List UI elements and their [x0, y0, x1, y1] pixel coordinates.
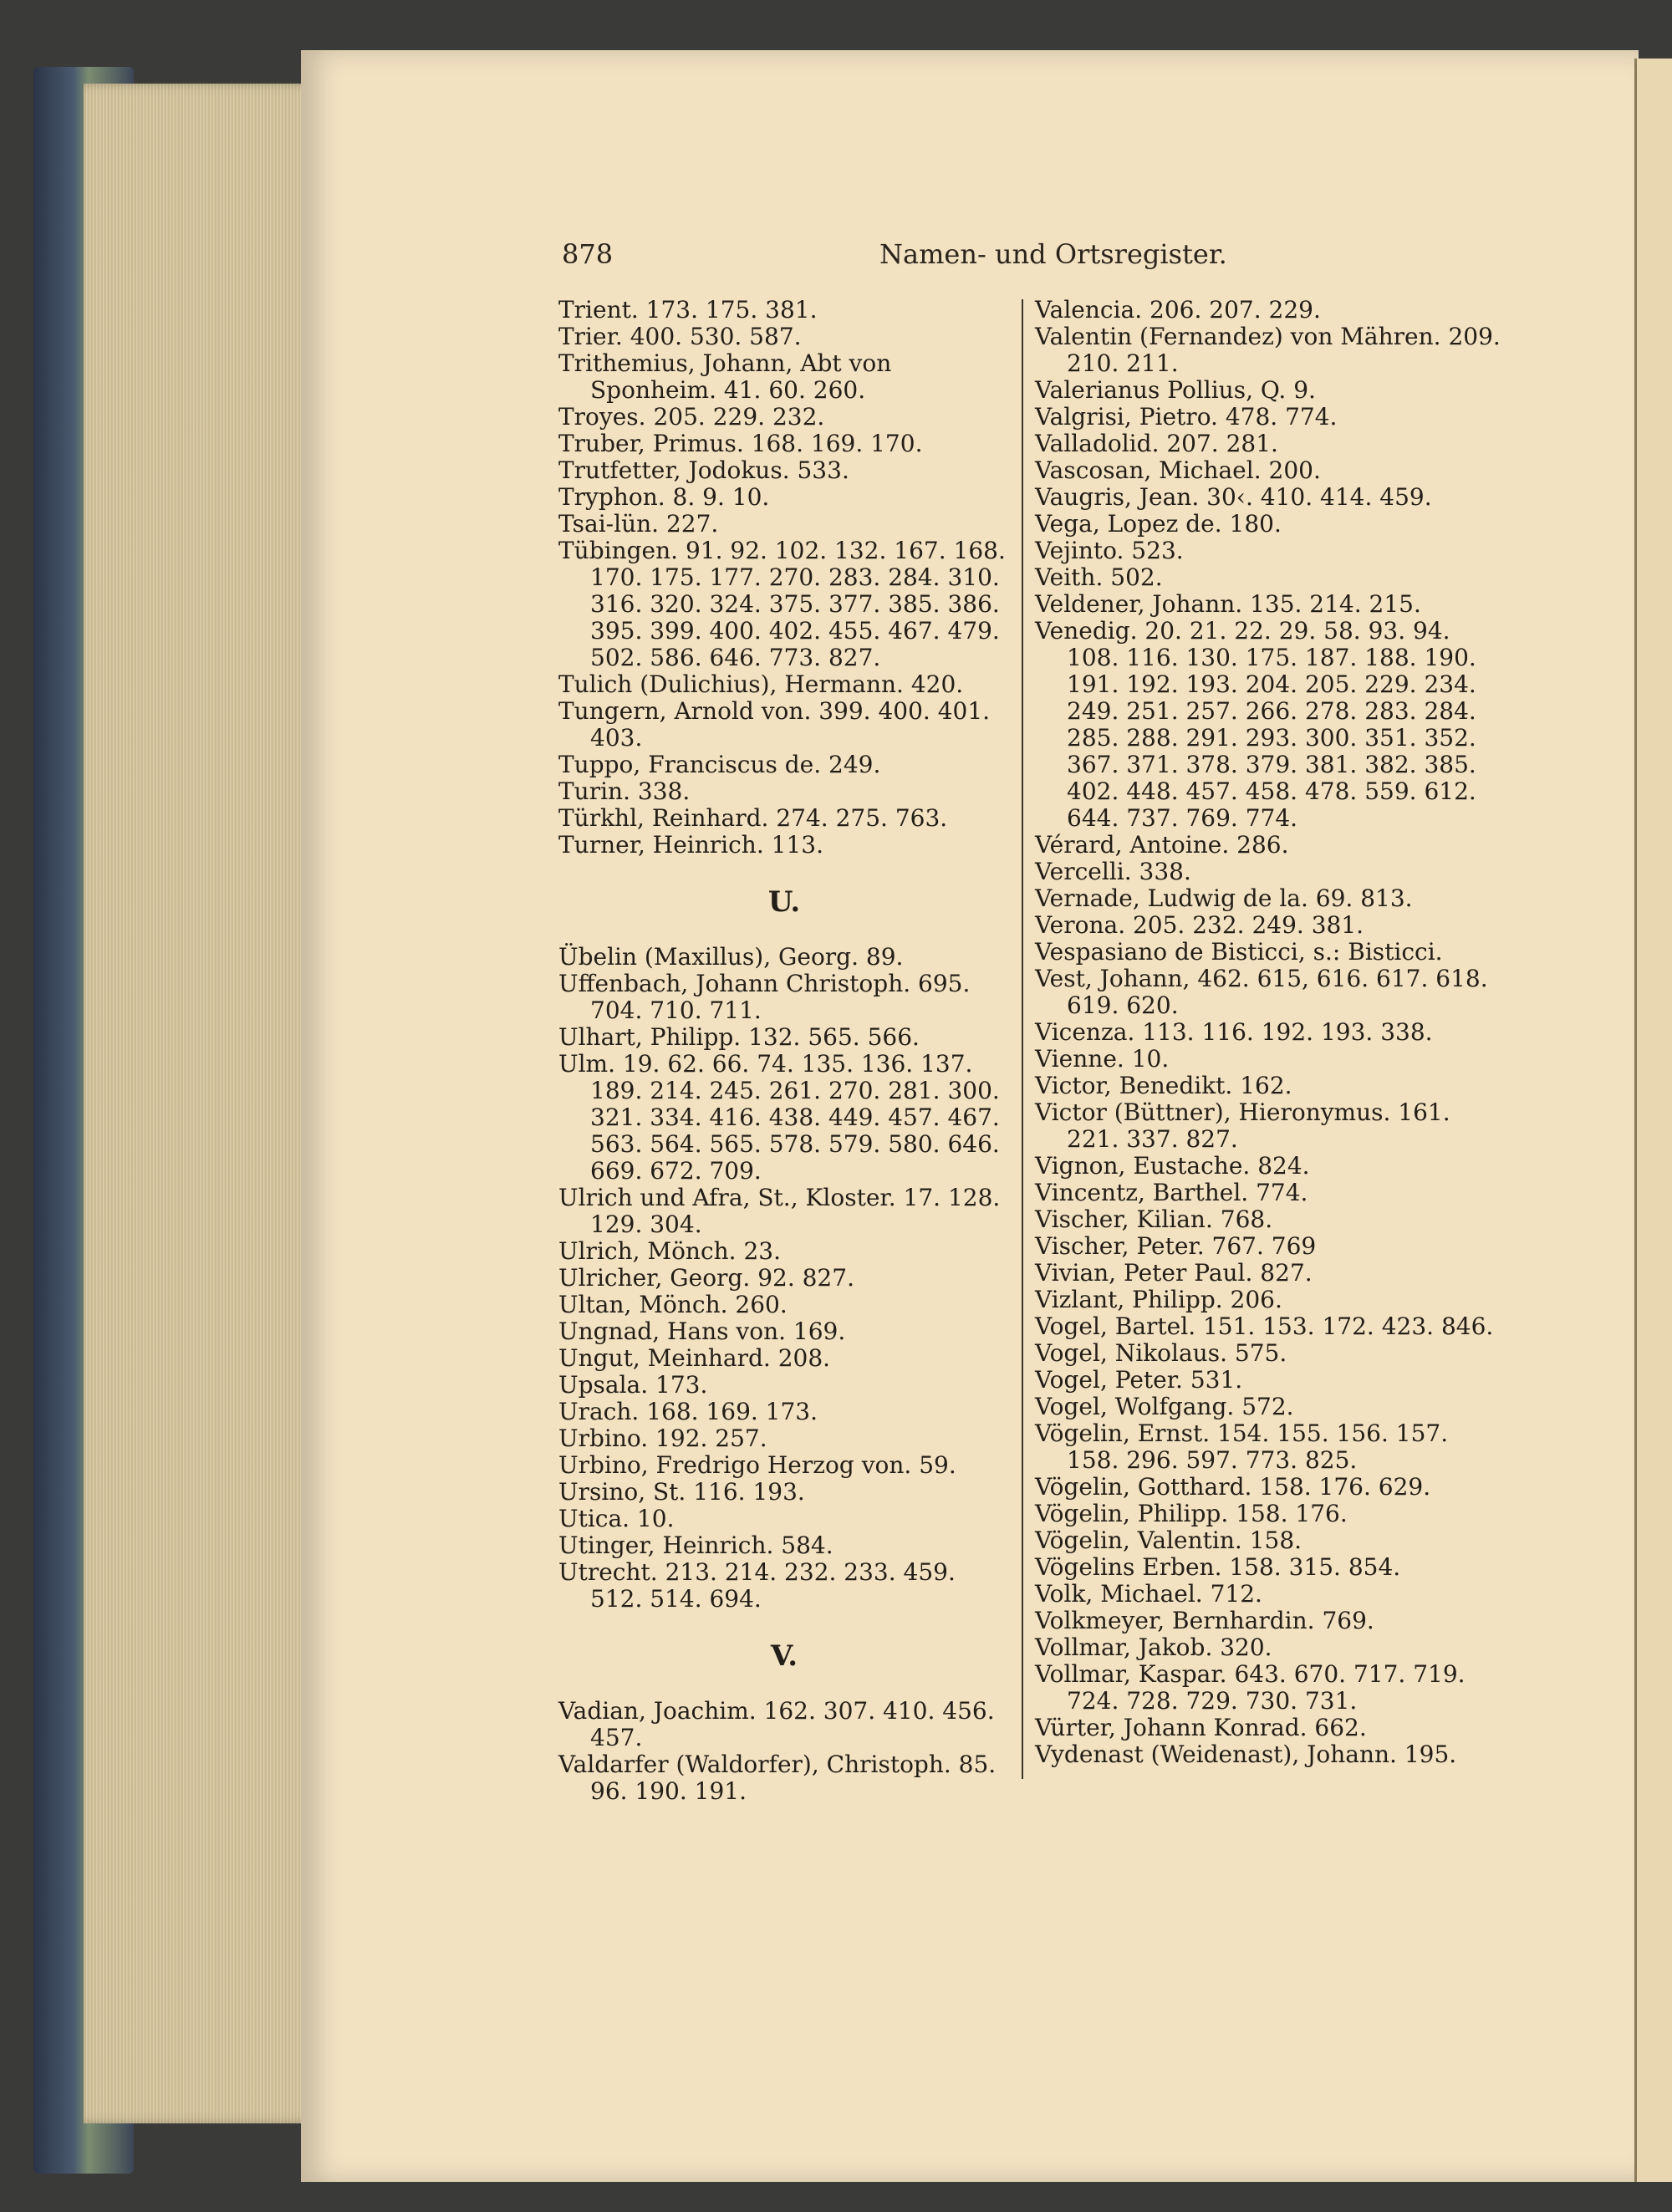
index-entry: Vaugris, Jean. 30‹. 410. 414. 459.: [1035, 483, 1432, 511]
index-entry: Turin. 338.: [558, 777, 691, 805]
index-entry: Utrecht. 213. 214. 232. 233. 459. 512. 514. 694.: [558, 1558, 956, 1613]
index-entry: Vürter, Johann Konrad. 662.: [1035, 1714, 1367, 1741]
section-heading: V.: [770, 1639, 798, 1673]
index-entry: Urach. 168. 169. 173.: [558, 1398, 818, 1425]
index-entry: Ultan, Mönch. 260.: [558, 1291, 788, 1318]
column-rule: [1022, 299, 1023, 1779]
index-entry: Vivian, Peter Paul. 827.: [1035, 1259, 1313, 1287]
index-entry: Vischer, Peter. 767. 769: [1035, 1232, 1317, 1260]
index-entry: Ulrich, Mönch. 23.: [558, 1237, 782, 1265]
running-title: Namen- und Ortsregister.: [879, 238, 1227, 270]
index-entry: Ulrich und Afra, St., Kloster. 17. 128. 129. 304.: [558, 1184, 1001, 1238]
index-entry: Ulricher, Georg. 92. 827.: [558, 1264, 854, 1292]
index-entry: Victor, Benedikt. 162.: [1035, 1072, 1292, 1099]
index-entry: Vydenast (Weidenast), Johann. 195.: [1035, 1741, 1457, 1768]
index-entry: Tsai-lün. 227.: [558, 510, 719, 538]
index-entry: Urbino. 192. 257.: [558, 1425, 767, 1452]
page-number: 878: [562, 238, 614, 270]
index-entry: Vischer, Kilian. 768.: [1035, 1205, 1273, 1233]
index-entry: Volkmeyer, Bernhardin. 769.: [1035, 1607, 1374, 1634]
index-entry: Vögelin, Valentin. 158.: [1035, 1526, 1302, 1554]
index-entry: Vincentz, Barthel. 774.: [1035, 1179, 1308, 1206]
index-column-left: [558, 297, 1010, 1805]
index-entry: Utica. 10.: [558, 1505, 675, 1532]
index-entry: Vögelins Erben. 158. 315. 854.: [1035, 1553, 1401, 1581]
page-edges: [84, 84, 334, 2123]
index-entry: Troyes. 205. 229. 232.: [558, 403, 825, 431]
index-entry: Vernade, Ludwig de la. 69. 813.: [1035, 884, 1413, 912]
index-entry: Ungut, Meinhard. 208.: [558, 1344, 831, 1372]
index-entry: Vizlant, Philipp. 206.: [1035, 1286, 1282, 1313]
index-entry: Tuppo, Franciscus de. 249.: [558, 751, 881, 778]
index-entry: Tübingen. 91. 92. 102. 132. 167. 168. 170. 175. 177. 270. 283. 284. 310. 316. 320. 324. 375. 377. 385. 386. 395. 399. 400. 402. 455. 467. 479. 502. 586. 646. 773. 827.: [558, 537, 1006, 671]
index-entry: Uffenbach, Johann Christoph. 695. 704. 710. 711.: [558, 970, 971, 1024]
index-entry: Vollmar, Jakob. 320.: [1035, 1634, 1272, 1661]
index-entry: Ursino, St. 116. 193.: [558, 1478, 805, 1506]
index-entry: Vogel, Peter. 531.: [1035, 1366, 1243, 1394]
section-heading: U.: [767, 885, 801, 919]
index-entry: Valgrisi, Pietro. 478. 774.: [1035, 403, 1338, 431]
index-entry: Valencia. 206. 207. 229.: [1035, 296, 1321, 324]
index-entry: Vicenza. 113. 116. 192. 193. 338.: [1035, 1018, 1433, 1046]
index-entry: Valerianus Pollius, Q. 9.: [1035, 376, 1316, 404]
next-page-edge: [1634, 59, 1672, 2182]
index-entry: Trithemius, Johann, Abt von Sponheim. 41. 60. 260.: [558, 349, 892, 404]
index-entry: Valladolid. 207. 281.: [1035, 430, 1278, 457]
index-entry: Veldener, Johann. 135. 214. 215.: [1035, 590, 1421, 618]
index-entry: Trient. 173. 175. 381.: [558, 296, 818, 324]
index-entry: Tungern, Arnold von. 399. 400. 401. 403.: [558, 697, 991, 752]
index-entry: Vest, Johann, 462. 615, 616. 617. 618. 619. 620.: [1035, 965, 1488, 1019]
index-entry: Veith. 502.: [1035, 563, 1163, 591]
index-entry: Vercelli. 338.: [1035, 858, 1191, 885]
index-entry: Vögelin, Ernst. 154. 155. 156. 157. 158. 296. 597. 773. 825.: [1035, 1419, 1449, 1474]
index-entry: Volk, Michael. 712.: [1035, 1580, 1262, 1608]
index-entry: Ulm. 19. 62. 66. 74. 135. 136. 137. 189. 214. 245. 261. 270. 281. 300. 321. 334. 416. 438. 449. 457. 467. 563. 564. 565. 578. 579. 580. 646. 669. 672. 709.: [558, 1050, 1000, 1185]
index-entry: Tryphon. 8. 9. 10.: [558, 483, 770, 511]
index-entry: Übelin (Maxillus), Georg. 89.: [558, 943, 904, 971]
index-entry: Utinger, Heinrich. 584.: [558, 1532, 833, 1559]
index-entry: Vogel, Bartel. 151. 153. 172. 423. 846.: [1035, 1312, 1494, 1340]
index-entry: Vienne. 10.: [1035, 1045, 1170, 1073]
index-entry: Valdarfer (Waldorfer), Christoph. 85. 96. 190. 191.: [558, 1751, 997, 1805]
index-entry: Vogel, Wolfgang. 572.: [1035, 1393, 1294, 1420]
index-entry: Vignon, Eustache. 824.: [1035, 1152, 1310, 1180]
index-column-right: [1035, 297, 1503, 1768]
index-entry: Vogel, Nikolaus. 575.: [1035, 1339, 1287, 1367]
index-entry: Verona. 205. 232. 249. 381.: [1035, 911, 1364, 939]
index-entry: Vögelin, Gotthard. 158. 176. 629.: [1035, 1473, 1431, 1501]
index-entry: Valentin (Fernandez) von Mähren. 209. 210. 211.: [1035, 323, 1501, 377]
index-entry: Vollmar, Kaspar. 643. 670. 717. 719. 724. 728. 729. 730. 731.: [1035, 1660, 1466, 1715]
index-entry: Vérard, Antoine. 286.: [1035, 831, 1289, 859]
index-entry: Vascosan, Michael. 200.: [1035, 456, 1321, 484]
index-entry: Vejinto. 523.: [1035, 537, 1184, 564]
index-entry: Urbino, Fredrigo Herzog von. 59.: [558, 1451, 956, 1479]
index-entry: Ungnad, Hans von. 169.: [558, 1318, 846, 1345]
index-entry: Türkhl, Reinhard. 274. 275. 763.: [558, 804, 948, 832]
index-entry: Vespasiano de Bisticci, s.: Bisticci.: [1035, 938, 1443, 966]
page-header: [562, 238, 1598, 280]
index-entry: Truber, Primus. 168. 169. 170.: [558, 430, 923, 457]
index-entry: Trutfetter, Jodokus. 533.: [558, 456, 849, 484]
index-entry: Vega, Lopez de. 180.: [1035, 510, 1282, 538]
index-entry: Upsala. 173.: [558, 1371, 708, 1399]
index-entry: Turner, Heinrich. 113.: [558, 831, 823, 859]
index-entry: Venedig. 20. 21. 22. 29. 58. 93. 94. 108. 116. 130. 175. 187. 188. 190. 191. 192. 193. 204. 205. 229. 234. 249. 251. 257. 266. 278. 283. 284. 285. 288. 291. 293. 300. 351. 352. 367. 371. 378. 379. 381. 382. 385. 402. 448. 457. 458. 478. 559. 612. 644. 737. 769. 774.: [1035, 617, 1476, 832]
index-entry: Vadian, Joachim. 162. 307. 410. 456. 457.: [558, 1697, 995, 1751]
index-entry: Trier. 400. 530. 587.: [558, 323, 802, 350]
index-entry: Vögelin, Philipp. 158. 176.: [1035, 1500, 1348, 1527]
index-entry: Victor (Büttner), Hieronymus. 161. 221. 337. 827.: [1035, 1098, 1450, 1153]
index-entry: Ulhart, Philipp. 132. 565. 566.: [558, 1023, 920, 1051]
index-entry: Tulich (Dulichius), Hermann. 420.: [558, 670, 964, 698]
